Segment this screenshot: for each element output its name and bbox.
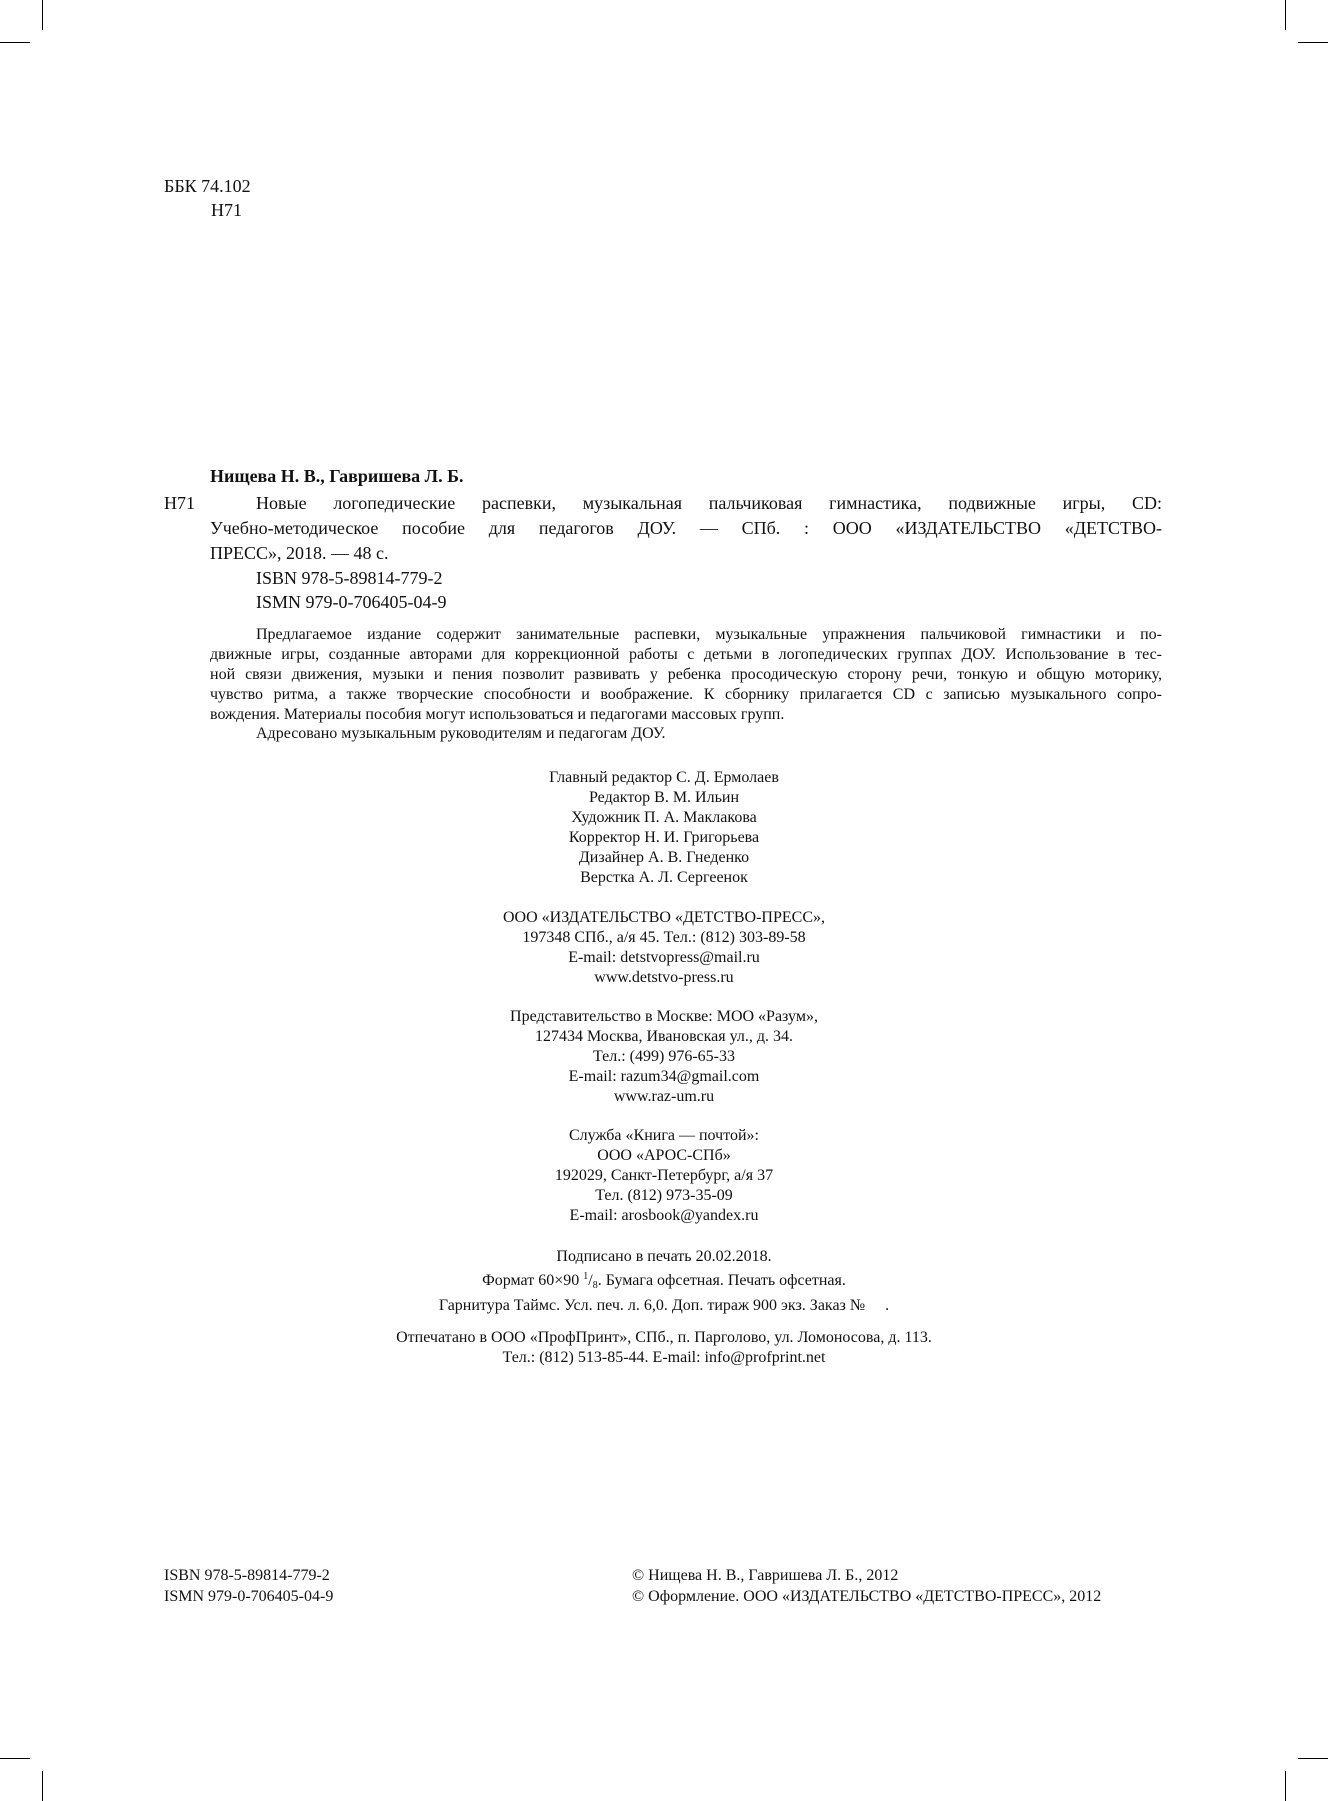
crop-mark	[42, 1771, 43, 1801]
print-format: Формат 60×90 $^1/_8$. Бумага офсетная. Печать офсетная.	[482, 1271, 846, 1291]
mail-service-line: 192029, Санкт-Петербург, а/я 37	[554, 1167, 774, 1184]
moscow-block	[300, 1007, 1028, 1107]
footer-isbn: ISBN 978-5-89814-779-2	[164, 1567, 330, 1584]
author-mark: Н71	[211, 200, 242, 220]
biblio-isbn: ISBN 978-5-89814-779-2	[256, 568, 443, 588]
bbk-code: ББК 74.102	[164, 176, 251, 196]
publisher-block	[300, 908, 1028, 988]
annotation-line: вождения. Материалы пособия могут использоваться и педагогами массовых групп.	[210, 706, 785, 723]
print-typeface: Гарнитура Таймс. Усл. печ. л. 6,0. Доп. тираж 900 экз. Заказ № .	[438, 1297, 890, 1314]
biblio-mark: Н71	[164, 493, 195, 513]
annotation-addressee: Адресовано музыкальным руководителям и педагогам ДОУ.	[256, 725, 666, 742]
moscow-line: www.raz-um.ru	[613, 1088, 715, 1105]
editor-line: Дизайнер А. В. Гнеденко	[578, 849, 750, 866]
mail-service-line: ООО «АРОС-СПб»	[597, 1147, 731, 1164]
annotation-line: чувство ритма, а также творческие способности и воображение. К сборнику прилагается CD с записью музыкального сопро-	[210, 686, 1162, 703]
moscow-line: Тел.: (499) 976-65-33	[592, 1048, 735, 1065]
annotation-line: ной связи движения, музыки и пения позволит развивать у ребенка просодическую сторону речи, тонкую и общую моторику,	[210, 666, 1162, 683]
crop-mark	[0, 1758, 30, 1759]
printer-line: Тел.: (812) 513-85-44. E-mail: info@profprint.net	[502, 1349, 826, 1366]
biblio-title-line: Новые логопедические распевки, музыкальная пальчиковая гимнастика, подвижные игры, CD:	[256, 493, 1162, 513]
printer-line: Отпечатано в ООО «ПрофПринт», СПб., п. Парголово, ул. Ломоносова, д. 113.	[396, 1329, 932, 1346]
footer-copyright: © Нищева Н. В., Гавришева Л. Б., 2012	[632, 1567, 899, 1584]
crop-mark	[1298, 42, 1328, 43]
crop-mark	[1285, 0, 1286, 30]
print-info-block	[260, 1247, 1068, 1316]
biblio-title-line: Учебно-методическое пособие для педагогов ДОУ. — СПб. : ООО «ИЗДАТЕЛЬСТВО «ДЕТСТВО-	[210, 518, 1162, 538]
editors-block	[300, 768, 1028, 888]
moscow-line: E-mail: razum34@gmail.com	[568, 1068, 760, 1085]
moscow-line: 127434 Москва, Ивановская ул., д. 34.	[534, 1028, 794, 1045]
publisher-line: E-mail: detstvopress@mail.ru	[568, 949, 760, 966]
footer-copyright: © Оформление. ООО «ИЗДАТЕЛЬСТВО «ДЕТСТВО-ПРЕСС», 2012	[632, 1588, 1102, 1605]
editor-line: Верстка А. Л. Сергеенок	[580, 869, 748, 886]
publisher-line: 197348 СПб., а/я 45. Тел.: (812) 303-89-58	[522, 929, 806, 946]
editor-line: Главный редактор С. Д. Ермолаев	[549, 769, 779, 786]
biblio-authors: Нищева Н. В., Гавришева Л. Б.	[210, 466, 464, 486]
publisher-line: ООО «ИЗДАТЕЛЬСТВО «ДЕТСТВО-ПРЕСС»,	[503, 909, 825, 926]
moscow-line: Представительство в Москве: МОО «Разум»,	[510, 1008, 818, 1025]
crop-mark	[1285, 1771, 1286, 1801]
mail-service-block	[300, 1126, 1028, 1226]
crop-mark	[1298, 1758, 1328, 1759]
biblio-ismn: ISMN 979-0-706405-04-9	[256, 592, 447, 612]
mail-service-line: E-mail: arosbook@yandex.ru	[569, 1207, 759, 1224]
annotation-line: Предлагаемое издание содержит занимательные распевки, музыкальные упражнения пальчиковой гимнастики и по-	[256, 626, 1162, 643]
editor-line: Редактор В. М. Ильин	[588, 789, 740, 806]
print-signed: Подписано в печать 20.02.2018.	[556, 1248, 772, 1265]
mail-service-line: Служба «Книга — почтой»:	[569, 1127, 759, 1144]
publisher-line: www.detstvo-press.ru	[594, 969, 734, 986]
crop-mark	[0, 42, 30, 43]
printer-block	[260, 1328, 1068, 1368]
annotation-line: движные игры, созданные авторами для коррекционной работы с детьми в логопедических группах ДОУ. Использование в тес-	[210, 646, 1162, 663]
crop-mark	[42, 0, 43, 30]
editor-line: Художник П. А. Маклакова	[571, 809, 757, 826]
footer-ismn: ISMN 979-0-706405-04-9	[164, 1588, 334, 1605]
mail-service-line: Тел. (812) 973-35-09	[595, 1187, 733, 1204]
editor-line: Корректор Н. И. Григорьева	[568, 829, 760, 846]
biblio-title-line: ПРЕСС», 2018. — 48 с.	[210, 543, 389, 563]
